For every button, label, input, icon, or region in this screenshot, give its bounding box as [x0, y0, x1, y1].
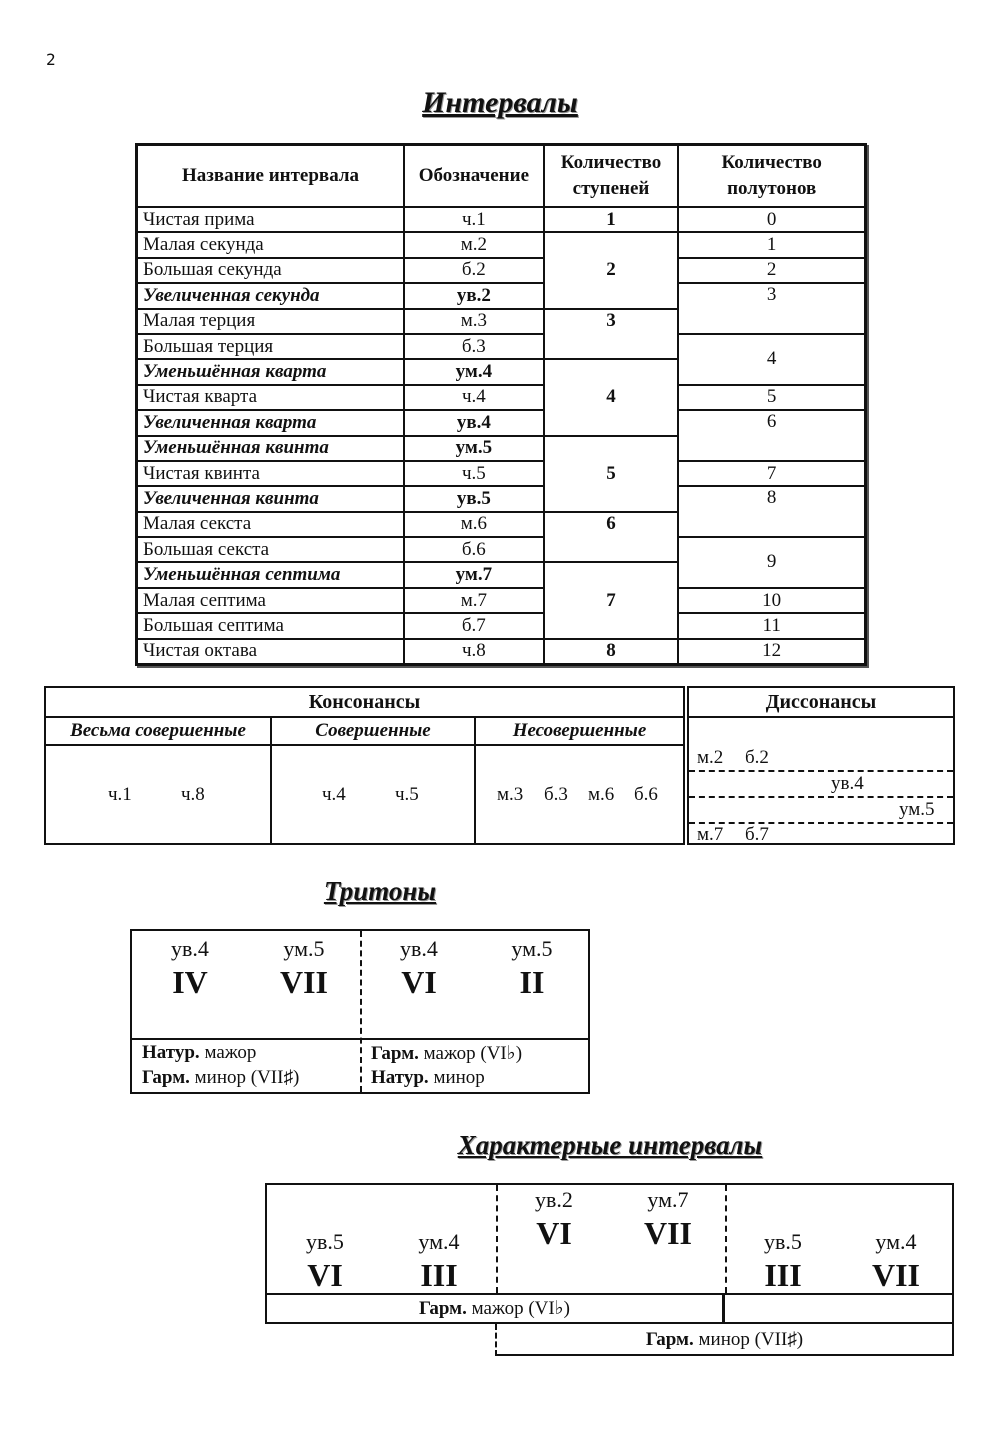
interval-name: Большая секунда [137, 258, 405, 283]
mode-divider [132, 1038, 588, 1040]
interval-abbr: ум.4 [404, 359, 544, 384]
char-interval: ув.5 [306, 1229, 344, 1254]
interval-name: Чистая октава [137, 639, 405, 665]
perfect-most-label: Весьма совершенные [46, 718, 270, 746]
tritone-degree: IV [172, 964, 208, 1000]
steps-cell: 2 [544, 232, 679, 308]
mode-type: Гарм. [371, 1043, 419, 1064]
interval-name: Чистая прима [137, 207, 405, 232]
dissonance-value: ув.4 [831, 773, 864, 794]
interval-name: Чистая кварта [137, 385, 405, 410]
dissonance-value: м.2 [697, 747, 724, 768]
mode-type: Натур. [142, 1042, 200, 1063]
interval-abbr: ч.1 [404, 207, 544, 232]
interval-abbr: б.3 [404, 334, 544, 359]
dashed-divider [725, 1185, 727, 1293]
tritone-mode [142, 1042, 256, 1064]
header-name: Название интервала [137, 145, 405, 208]
dashed-divider [689, 822, 953, 824]
interval-abbr: б.6 [404, 537, 544, 562]
consonance-value: ч.1 [108, 784, 132, 805]
semitones-cell: 12 [678, 639, 865, 665]
steps-cell: 1 [544, 207, 679, 232]
semitones-cell: 9 [678, 537, 865, 588]
steps-cell: 8 [544, 639, 679, 665]
semitones-cell: 5 [678, 385, 865, 410]
semitones-cell: 7 [678, 461, 865, 486]
consonance-value: б.3 [544, 784, 568, 805]
mode-type: Гарм. [142, 1067, 190, 1088]
interval-name: Большая септима [137, 613, 405, 638]
interval-abbr: ч.5 [404, 461, 544, 486]
char-degree: VII [643, 1215, 692, 1251]
dissonances-title: Диссонансы [689, 688, 953, 718]
semitones-cell: 11 [678, 613, 865, 638]
tritone-interval: ув.4 [171, 936, 209, 961]
interval-abbr: м.3 [404, 309, 544, 334]
interval-abbr: ув.4 [404, 410, 544, 435]
char-degree: III [420, 1257, 458, 1293]
harmonic-major-row [265, 1293, 724, 1324]
interval-name: Большая секста [137, 537, 405, 562]
interval-name: Увеличенная секунда [137, 283, 405, 308]
char-interval: ув.2 [535, 1187, 573, 1212]
semitones-cell: 6 [678, 410, 865, 461]
semitones-cell: 10 [678, 588, 865, 613]
consonance-value: б.6 [634, 784, 658, 805]
semitones-cell: 8 [678, 486, 865, 537]
steps-cell: 7 [544, 562, 679, 638]
imperfect-label: Несовершенные [476, 718, 683, 746]
header-semitones: Количество полутонов [678, 145, 865, 208]
tritone-interval: ув.4 [400, 936, 438, 961]
interval-abbr: ч.8 [404, 639, 544, 665]
consonance-value: ч.8 [181, 784, 205, 805]
empty-cell [722, 1293, 954, 1324]
mode-type: Натур. [371, 1067, 429, 1088]
dashed-divider [689, 796, 953, 798]
semitones-cell: 4 [678, 334, 865, 385]
char-interval: ум.4 [875, 1229, 917, 1254]
interval-abbr: м.2 [404, 232, 544, 257]
interval-abbr: ум.7 [404, 562, 544, 587]
semitones-cell: 1 [678, 232, 865, 257]
tritone-mode [142, 1067, 299, 1089]
steps-cell: 5 [544, 436, 679, 512]
steps-cell: 4 [544, 359, 679, 435]
characteristic-table [265, 1183, 954, 1295]
interval-name: Большая терция [137, 334, 405, 359]
dissonances-table [687, 686, 955, 845]
consonances-title: Консонансы [46, 688, 683, 718]
tritone-mode [371, 1067, 485, 1089]
mode-name: мажор (VI♭) [418, 1043, 523, 1064]
intervals-table [135, 143, 867, 666]
interval-abbr: б.7 [404, 613, 544, 638]
char-interval: ум.4 [418, 1229, 460, 1254]
tritone-degree: II [519, 964, 545, 1000]
tritone-interval: ум.5 [511, 936, 553, 961]
semitones-cell: 2 [678, 258, 865, 283]
tritone-mode [371, 1042, 522, 1065]
header-abbr: Обозначение [404, 145, 544, 208]
intervals-title: Интервалы [422, 86, 578, 119]
characteristic-title: Характерные интервалы [457, 1130, 763, 1160]
dissonance-value: б.7 [745, 824, 769, 845]
mode-name: минор (VII♯) [189, 1067, 300, 1088]
dashed-divider [360, 931, 362, 1092]
harmonic-minor-row [495, 1324, 954, 1356]
semitones-cell: 0 [678, 207, 865, 232]
interval-name: Уменьшённая квинта [137, 436, 405, 461]
char-degree: VI [536, 1215, 572, 1251]
mode-name: минор (VII♯) [693, 1329, 804, 1350]
consonance-value: м.3 [497, 784, 524, 805]
interval-name: Увеличенная кварта [137, 410, 405, 435]
interval-abbr: м.6 [404, 512, 544, 537]
interval-abbr: ув.5 [404, 486, 544, 511]
interval-name: Уменьшённая кварта [137, 359, 405, 384]
tritone-interval: ум.5 [283, 936, 325, 961]
char-degree: III [764, 1257, 802, 1293]
tritones-title: Тритоны [323, 876, 437, 906]
consonance-value: ч.4 [322, 784, 346, 805]
interval-name: Малая секста [137, 512, 405, 537]
interval-abbr: ум.5 [404, 436, 544, 461]
interval-name: Малая терция [137, 309, 405, 334]
consonance-value: м.6 [588, 784, 615, 805]
consonances-table [44, 686, 685, 845]
interval-abbr: м.7 [404, 588, 544, 613]
mode-name: мажор (VI♭) [466, 1298, 571, 1319]
tritone-degree: VII [279, 964, 328, 1000]
mode-type: Гарм. [418, 1298, 467, 1319]
steps-cell: 6 [544, 512, 679, 563]
perfect-label: Совершенные [272, 718, 474, 746]
mode-name: мажор [199, 1042, 257, 1063]
dashed-divider [689, 770, 953, 772]
page-number: 2 [46, 50, 56, 69]
header-steps: Количество ступеней [544, 145, 679, 208]
consonance-value: ч.5 [395, 784, 419, 805]
char-degree: VII [871, 1257, 920, 1293]
interval-abbr: б.2 [404, 258, 544, 283]
interval-name: Малая секунда [137, 232, 405, 257]
dissonance-value: м.7 [697, 824, 724, 845]
tritones-table [130, 929, 590, 1094]
char-interval: ув.5 [764, 1229, 802, 1254]
steps-cell: 3 [544, 309, 679, 360]
mode-type: Гарм. [645, 1329, 694, 1350]
interval-abbr: ув.2 [404, 283, 544, 308]
tritone-degree: VI [401, 964, 437, 1000]
semitones-cell: 3 [678, 283, 865, 334]
dashed-divider [496, 1185, 498, 1293]
dissonance-value: ум.5 [899, 799, 935, 820]
dissonance-value: б.2 [745, 747, 769, 768]
char-interval: ум.7 [647, 1187, 689, 1212]
mode-name: минор [428, 1067, 485, 1088]
interval-name: Увеличенная квинта [137, 486, 405, 511]
interval-name: Чистая квинта [137, 461, 405, 486]
interval-name: Уменьшённая септима [137, 562, 405, 587]
char-degree: VI [307, 1257, 343, 1293]
interval-abbr: ч.4 [404, 385, 544, 410]
interval-name: Малая септима [137, 588, 405, 613]
